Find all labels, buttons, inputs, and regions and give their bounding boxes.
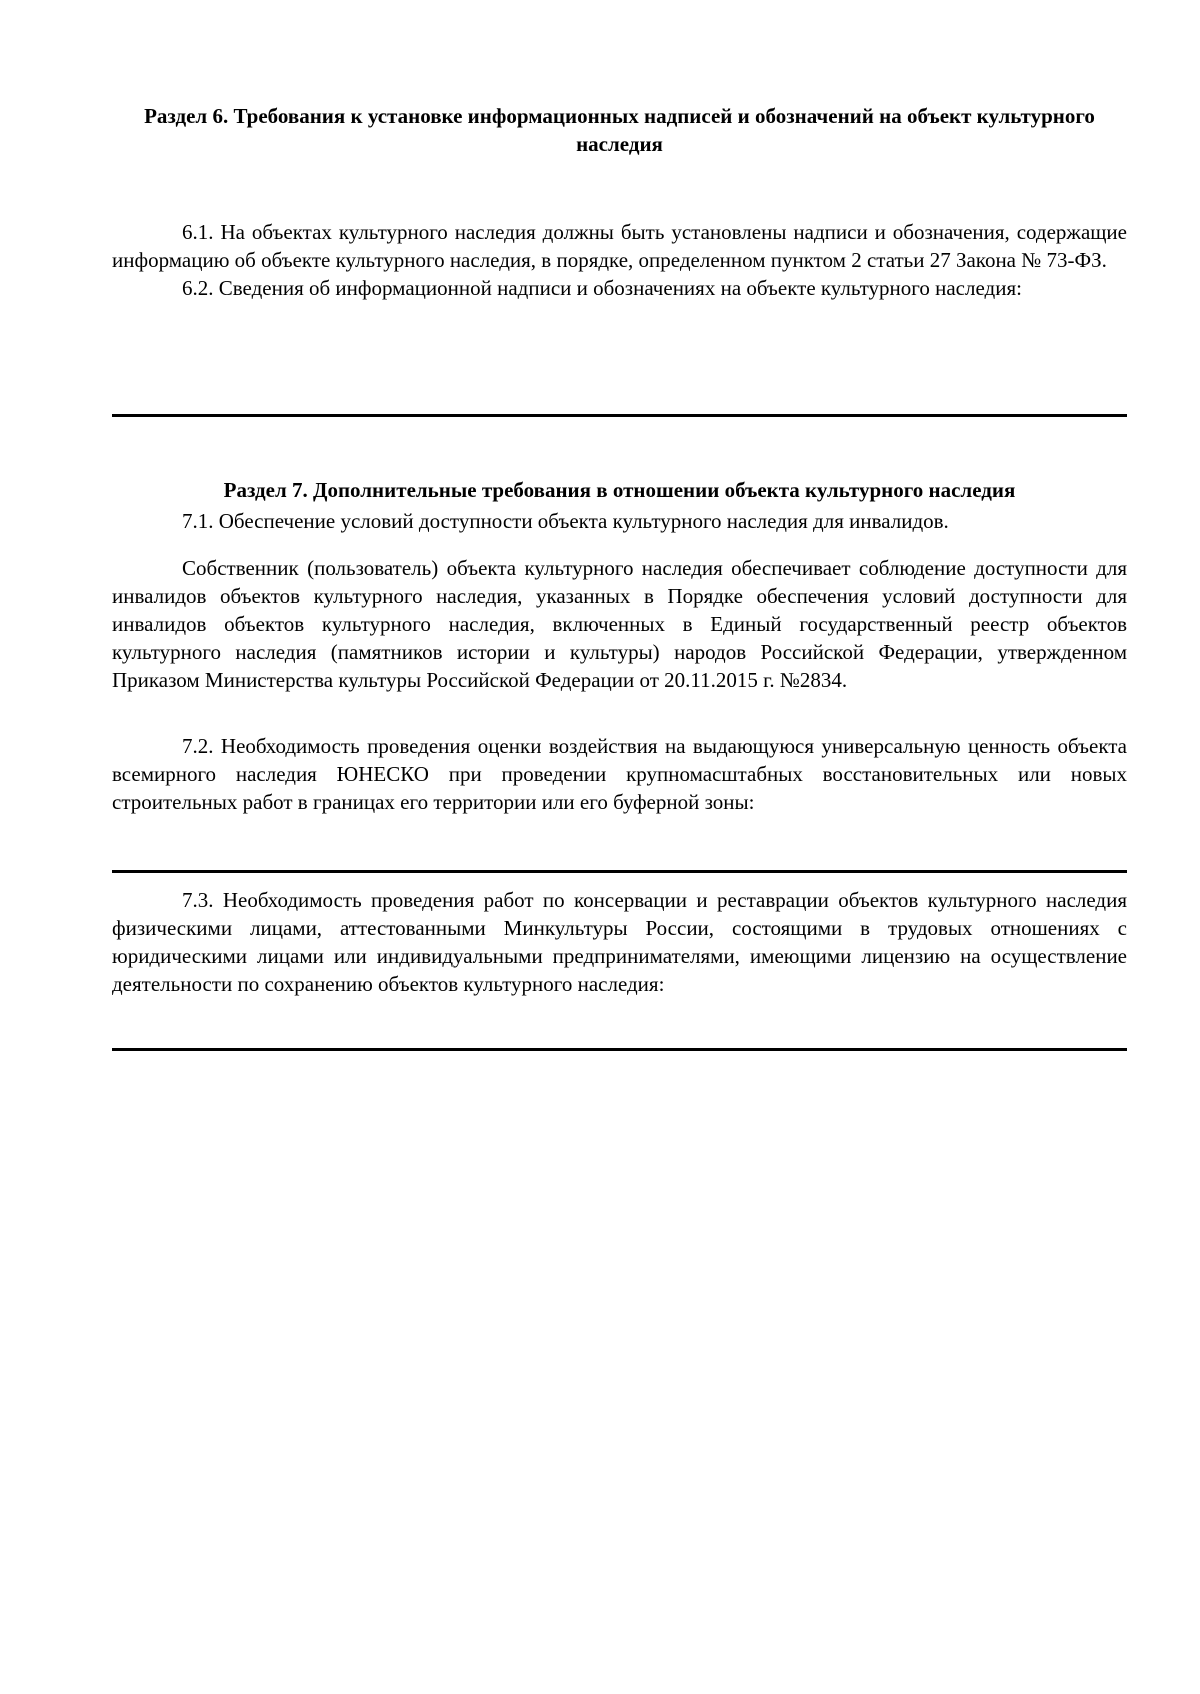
paragraph-7-1: 7.1. Обеспечение условий доступности объекта культурного наследия для инвалидов. — [182, 509, 949, 533]
answer-line-6-2 — [112, 414, 1127, 417]
section-6 — [112, 102, 1127, 158]
answer-line-7-3 — [112, 1048, 1127, 1051]
paragraph-7-2: 7.2. Необходимость проведения оценки воздействия на выдающуюся универсальную ценность объекта всемирного наследия ЮНЕСКО при проведении крупномасштабных восстановительных или новых строительных работ в границах его территории или его буферной зоны: — [112, 734, 1127, 814]
paragraph-7-3: 7.3. Необходимость проведения работ по консервации и реставрации объектов культурного наследия физическими лицами, аттестованными Минкультуры России, состоящими в трудовых отношениях с юридическими лицами или индивидуальными предпринимателями, имеющими лицензию на осуществление деятельности по сохранению объектов культурного наследия: — [112, 888, 1127, 996]
section-7-1-body — [112, 554, 1127, 694]
section-6-title: Раздел 6. Требования к установке информационных надписей и обозначений на объект культурного наследия — [144, 104, 1095, 156]
section-7-3 — [112, 886, 1127, 998]
section-7-title: Раздел 7. Дополнительные требования в отношении объекта культурного наследия — [223, 478, 1016, 502]
paragraph-7-1-body: Собственник (пользователь) объекта культурного наследия обеспечивает соблюдение доступности для инвалидов объектов культурного наследия, указанных в Порядке обеспечения условий доступности для инвалидов объектов культурного наследия, включенных в Единый государственный реестр объектов культурного наследия (памятников истории и культуры) народов Российской Федерации, утвержденном Приказом Министерства культуры Российской Федерации от 20.11.2015 г. №2834. — [112, 556, 1127, 692]
answer-line-7-2 — [112, 870, 1127, 873]
section-7 — [112, 476, 1127, 535]
paragraph-6-2: 6.2. Сведения об информационной надписи и обозначениях на объекте культурного наследия: — [182, 276, 1022, 300]
section-6-body — [112, 218, 1127, 302]
paragraph-6-1: 6.1. На объектах культурного наследия должны быть установлены надписи и обозначения, содержащие информацию об объекте культурного наследия, в порядке, определенном пунктом 2 статьи 27 Закона № 73-ФЗ. — [112, 220, 1127, 272]
section-7-2 — [112, 732, 1127, 816]
